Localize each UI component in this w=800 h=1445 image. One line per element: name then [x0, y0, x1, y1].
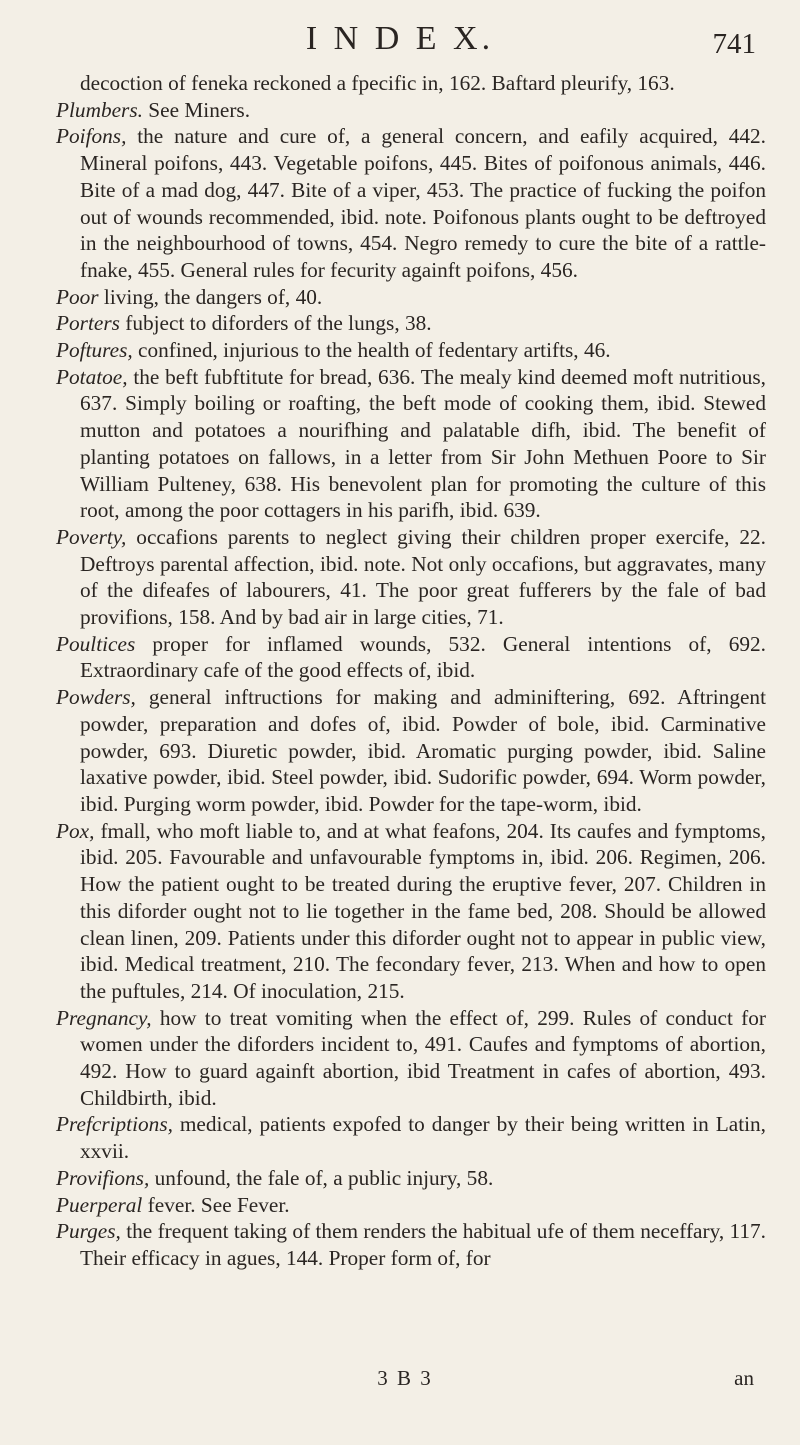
- page-footer: [56, 1366, 754, 1396]
- index-entry: [56, 1005, 766, 1112]
- entry-headword: Powders,: [56, 685, 136, 710]
- entry-text: the beft fubftitute for bread, 636. The mealy kind deemed moft nutritious, 637. Simply boiling or roafting, the beft mode of cooking them, ibid. Stewed mutton and potatoes a nourifhing and palatable difh, ibid. The benefit of planting potatoes on fallows, in a letter from Sir John Methuen Poore to Sir William Pulteney, 638. His benevolent plan for promoting the culture of this root, among the poor cottagers in his parifh, ibid. 639.: [80, 364, 766, 523]
- index-entry: [56, 310, 766, 337]
- entry-text: fever. See Fever.: [142, 1192, 290, 1217]
- entry-text: confined, injurious to the health of fedentary artifts, 46.: [132, 338, 611, 363]
- index-entry: [56, 818, 766, 1005]
- entry-headword: Poverty,: [56, 524, 127, 549]
- entry-headword: Purges,: [56, 1219, 121, 1244]
- entry-headword: Plumbers.: [56, 97, 143, 122]
- entry-headword: Poftures,: [56, 338, 133, 363]
- entry-headword: Poor: [56, 284, 99, 309]
- running-title: I N D E X.: [305, 20, 495, 57]
- index-entry: [56, 284, 766, 311]
- entry-text: general inftructions for making and adminiftering, 692. Aftringent powder, preparation and dofes of, ibid. Powder of bole, ibid. Carminative powder, 693. Diuretic powder, ibid. Aromatic purging powder, ibid. Saline laxative powder, ibid. Steel powder, ibid. Sudorific powder, 694. Worm powder, ibid. Purging worm powder, ibid. Powder for the tape-worm, ibid.: [80, 685, 766, 816]
- page-number: 741: [712, 28, 756, 60]
- entry-headword: Provifions,: [56, 1165, 150, 1190]
- entry-headword: Porters: [56, 311, 120, 336]
- entry-text: unfound, the fale of, a public injury, 58.: [149, 1165, 494, 1190]
- entry-text: how to treat vomiting when the effect of, 299. Rules of conduct for women under the diforders incident to, 491. Caufes and fymptoms of abortion, 492. How to guard againft abortion, ibid Treatment in cafes of abortion, 493. Childbirth, ibid.: [80, 1005, 766, 1110]
- entry-text: occafions parents to neglect giving their children proper exercife, 22. Deftroys parental affection, ibid. note. Not only occafions, but aggravates, many of the difeafes of labourers, 41. The poor great fufferers by the fale of bad provifions, 158. And by bad air in large cities, 71.: [80, 524, 766, 630]
- entry-text: fubject to diforders of the lungs, 38.: [119, 311, 432, 336]
- entry-headword: Puerperal: [56, 1192, 143, 1217]
- index-entry: [56, 70, 766, 97]
- entry-headword: Poultices: [56, 631, 136, 656]
- entry-text: the frequent taking of them renders the habitual ufe of them neceffary, 117. Their efficacy in agues, 144. Proper form of, for: [80, 1219, 766, 1270]
- entry-text: medical, patients expofed to danger by their being written in Latin, xxvii.: [80, 1112, 766, 1164]
- index-entry: [56, 123, 766, 283]
- index-entry: [56, 631, 766, 684]
- entry-text: proper for inflamed wounds, 532. General intentions of, 692. Extraordinary cafe of the good effects of, ibid.: [80, 631, 766, 683]
- entry-text: decoction of feneka reckoned a fpecific in, 162. Baftard pleurify, 163.: [80, 71, 675, 95]
- index-entry: [56, 1111, 766, 1164]
- entry-headword: Poifons,: [56, 124, 127, 149]
- entry-text: the nature and cure of, a general concern, and eafily acquired, 442. Mineral poifons, 443. Vegetable poifons, 445. Bites of poifonous animals, 446. Bite of a mad dog, 447. Bite of a viper, 453. The practice of fucking the poifon out of wounds recommended, ibid. note. Poifonous plants ought to be deftroyed in the neighbourhood of towns, 454. Negro remedy to cure the bite of a rattle-fnake, 455. General rules for fecurity againft poifons, 456.: [80, 124, 766, 282]
- entry-headword: Prefcriptions,: [56, 1112, 173, 1137]
- index-entry: [56, 1165, 766, 1192]
- signature-mark: 3 B 3: [377, 1366, 433, 1390]
- entry-headword: Pox,: [56, 818, 95, 843]
- index-entry: [56, 684, 766, 818]
- entry-text: See Miners.: [142, 97, 251, 122]
- index-entry: [56, 364, 766, 524]
- index-entry: [56, 1218, 766, 1271]
- index-entry: [56, 97, 766, 124]
- page-header: [0, 6, 800, 66]
- entry-text: fmall, who moft liable to, and at what feafons, 204. Its caufes and fymptoms, ibid. 205. Favourable and unfavourable fymptoms in, ibid. 206. Regimen, 206. How the patient ought to be treated during the eruptive fever, 207. Children in this diforder ought not to lie together in the fame bed, 208. Should be allowed clean linen, 209. Patients under this diforder ought not to appear in public view, ibid. Medical treatment, 210. The fecondary fever, 213. When and how to open the puftules, 214. Of inoculation, 215.: [80, 818, 766, 1003]
- entry-text: living, the dangers of, 40.: [98, 284, 323, 309]
- entry-headword: Potatoe,: [56, 364, 128, 389]
- index-body: [56, 70, 766, 1272]
- index-entry: [56, 337, 766, 364]
- entry-headword: Pregnancy,: [56, 1005, 152, 1030]
- index-entry: [56, 1192, 766, 1219]
- index-entry: [56, 524, 766, 631]
- catchword: an: [734, 1366, 754, 1390]
